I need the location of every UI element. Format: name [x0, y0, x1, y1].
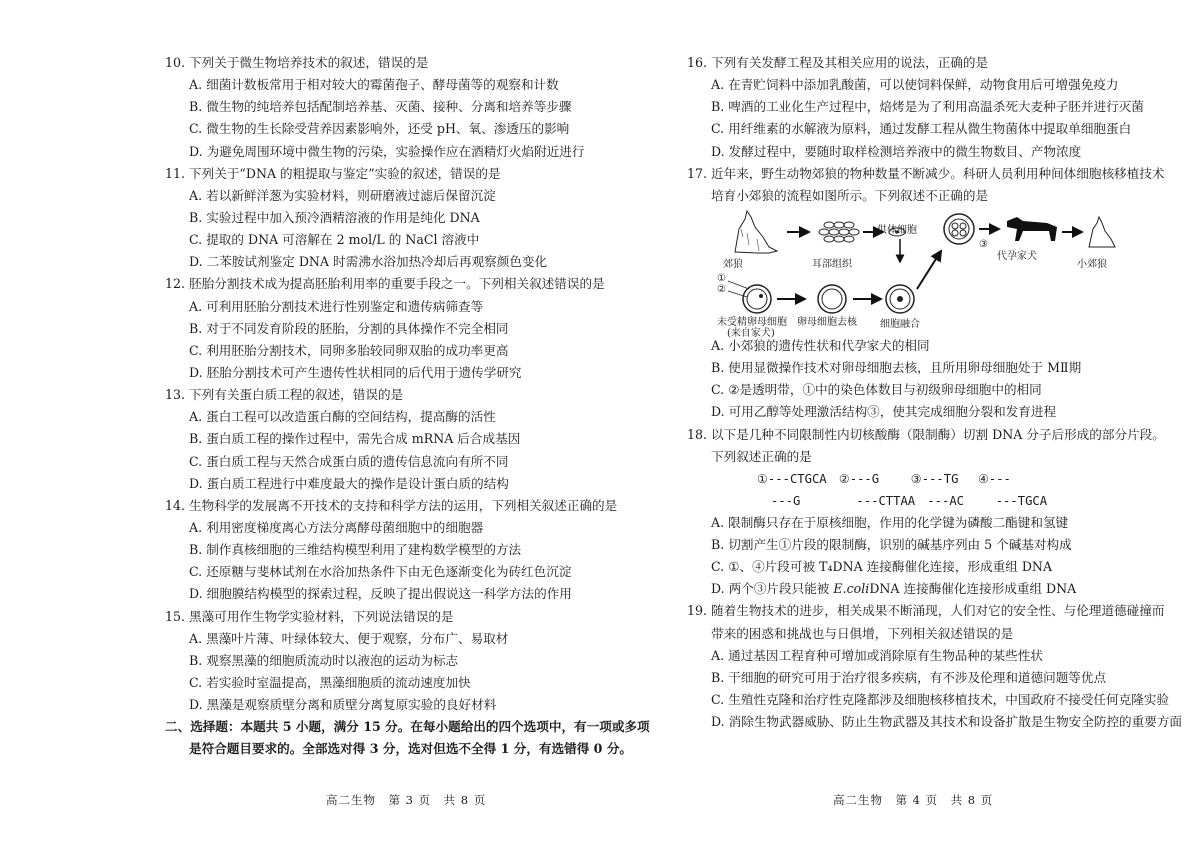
option-d-suffix: DNA 连接酶催化连接形成重组 DNA	[869, 581, 1077, 597]
question-19-option-a: A. 通过基因工程育种可增加或消除原有生物品种的某些性状	[711, 647, 1043, 663]
question-19-stem: 19. 随着生物技术的进步，相关成果不断涌现，人们对它的安全性、与伦理道德碰撞而	[687, 603, 1165, 619]
label-marker-1: ①	[717, 272, 726, 284]
label-donor-cell: 供体细胞	[877, 224, 917, 236]
question-10-option-b: B. 微生物的纯培养包括配制培养基、灭菌、接种、分离和培养等步骤	[189, 99, 572, 115]
question-15-option-c: C. 若实验时室温提高，黑藻细胞质的流动速度加快	[189, 674, 471, 690]
question-17-stem-cont: 培育小郊狼的流程如图所示。下列叙述不正确的是	[711, 187, 989, 203]
dna-fragments-bottom: ---G ---CTTAA ---AC ---TGCA	[771, 493, 1048, 508]
dna-fragments-top: ①---CTGCA ②---G ③---TG ④---	[757, 471, 1011, 486]
question-14-stem: 14. 生物科学的发展离不开技术的支持和科学方法的运用，下列相关叙述正确的是	[165, 497, 618, 513]
label-surrogate-dog: 代孕家犬	[997, 250, 1037, 262]
question-11-option-b: B. 实验过程中加入预冷酒精溶液的作用是纯化 DNA	[189, 209, 480, 225]
page-footer-right: 高二生物 第 4 页 共 8 页	[833, 793, 994, 807]
question-11-stem: 11. 下列关于“DNA 的粗提取与鉴定”实验的叙述，错误的是	[165, 165, 501, 181]
coyote-icon	[735, 211, 777, 253]
label-enucleation: 卵母细胞去核	[797, 316, 857, 328]
question-18-option-a: A. 限制酶只存在于原核细胞，作用的化学键为磷酸二酯键和氢键	[711, 514, 1069, 530]
question-14-option-a: A. 利用密度梯度离心方法分离酵母菌细胞中的细胞器	[189, 519, 484, 535]
embryo-icon	[944, 214, 974, 244]
question-19-option-d: D. 消除生物武器威胁、防止生物武器及其技术和设备扩散是生物安全防控的重要方面	[711, 714, 1183, 730]
question-19-option-c: C. 生殖性克隆和治疗性克隆都涉及细胞核移植技术，中国政府不接受任何克隆实验	[711, 691, 1169, 707]
question-13-option-b: B. 蛋白质工程的操作过程中，需先合成 mRNA 后合成基因	[189, 431, 521, 447]
cloning-flow-diagram	[717, 207, 1137, 339]
page-footer-left: 高二生物 第 3 页 共 8 页	[326, 793, 487, 807]
question-16-option-c: C. 用纤维素的水解液为原料，通过发酵工程从微生物菌体中提取单细胞蛋白	[711, 121, 1132, 137]
question-11-option-a: A. 若以新鲜洋葱为实验材料，则研磨液过滤后保留沉淀	[189, 187, 496, 203]
question-16-option-a: A. 在青贮饲料中添加乳酸菌，可以使饲料保鲜，动物食用后可增强免疫力	[711, 77, 1119, 93]
question-13-option-d: D. 蛋白质工程进行中难度最大的操作是设计蛋白质的结构	[189, 475, 509, 491]
fused-cell-icon	[886, 285, 914, 313]
label-coyote: 郊狼	[723, 258, 743, 270]
label-oocyte: 未受精卵母细胞	[717, 316, 787, 328]
question-17-option-a: A. 小郊狼的遗传性状和代孕家犬的相同	[711, 337, 930, 353]
question-18-option-c: C. ①、④片段可被 T₄DNA 连接酶催化连接，形成重组 DNA	[711, 559, 1053, 575]
question-18-stem: 18. 以下是几种不同限制性内切核酸酶（限制酶）切割 DNA 分子后形成的部分片段。	[687, 426, 1165, 442]
small-coyote-icon	[1089, 217, 1115, 247]
label-marker-2: ②	[717, 283, 726, 295]
question-13-option-a: A. 蛋白工程可以改造蛋白酶的空间结构，提高酶的活性	[189, 409, 496, 425]
question-12-option-a: A. 可利用胚胎分割技术进行性别鉴定和遗传病筛查等	[189, 298, 484, 314]
question-16-option-b: B. 啤酒的工业化生产过程中，焙烤是为了利用高温杀死大麦种子胚并进行灭菌	[711, 99, 1144, 115]
ecoli-term: E.coli	[833, 581, 870, 597]
question-17-option-d: D. 可用乙醇等处理激活结构③，使其完成细胞分裂和发育进程	[711, 404, 1057, 420]
surrogate-dog-icon	[1007, 217, 1057, 241]
question-18-option-b: B. 切割产生①片段的限制酶，识别的碱基序列由 5 个碱基对构成	[711, 536, 1072, 552]
question-13-option-c: C. 蛋白质工程与天然合成蛋白质的遗传信息流向有所不同	[189, 453, 509, 469]
question-16-stem: 16. 下列有关发酵工程及其相关应用的说法，正确的是	[687, 55, 989, 70]
enucleated-oocyte-icon	[818, 285, 846, 313]
arrow-8	[917, 251, 941, 289]
label-cell-fusion: 细胞融合	[880, 318, 920, 330]
left-page	[165, 52, 665, 761]
section-2-heading: 二、选择题：本题共 5 小题，满分 15 分。在每小题给出的四个选项中，有一项或多项	[165, 719, 650, 735]
ear-tissue-icon	[819, 222, 859, 242]
question-14-option-c: C. 还原糖与斐林试剂在水浴加热条件下由无色逐渐变化为砖红色沉淀	[189, 564, 572, 580]
section-2-instructions: 是符合题目要求的。全部选对得 3 分，选对但选不全得 1 分，有选错得 0 分。	[189, 741, 633, 757]
question-19-option-b: B. 干细胞的研究可用于治疗很多疾病，有不涉及伦理和道德问题等优点	[711, 669, 1107, 685]
question-12-option-c: C. 利用胚胎分割技术，同卵多胎较同卵双胎的成功率更高	[189, 342, 509, 358]
question-12-stem: 12. 胚胎分割技术成为提高胚胎利用率的重要手段之一。下列相关叙述错误的是	[165, 276, 605, 292]
question-16-option-d: D. 发酵过程中，要随时取样检测培养液中的微生物数目、产物浓度	[711, 143, 1082, 159]
question-10-stem: 10. 下列关于微生物培养技术的叙述，错误的是	[165, 55, 429, 70]
question-14-option-d: D. 细胞膜结构模型的探索过程，反映了提出假说这一科学方法的作用	[189, 586, 572, 602]
question-12-option-d: D. 胚胎分割技术可产生遗传性状相同的后代用于遗传学研究	[189, 364, 522, 380]
question-19-stem-cont: 带来的困惑和挑战也与日俱增，下列相关叙述错误的是	[711, 625, 1014, 641]
question-18-stem-cont: 下列叙述正确的是	[711, 448, 812, 464]
question-15-option-a: A. 黑藻叶片薄、叶绿体较大、便于观察，分布广、易取材	[189, 630, 509, 646]
option-d-prefix: D. 两个③片段只能被	[711, 581, 834, 597]
question-10-option-c: C. 微生物的生长除受营养因素影响外，还受 pH、氧、渗透压的影响	[189, 121, 570, 137]
question-10-option-a: A. 细菌计数板常用于相对较大的霉菌孢子、酵母菌等的观察和计数	[189, 77, 559, 93]
question-11-option-c: C. 提取的 DNA 可溶解在 2 mol/L 的 NaCl 溶液中	[189, 232, 480, 248]
question-11-option-d: D. 二苯胺试剂鉴定 DNA 时需沸水浴加热冷却后再观察颜色变化	[189, 254, 548, 270]
question-12-option-b: B. 对于不同发育阶段的胚胎，分割的具体操作不完全相同	[189, 320, 509, 336]
question-17-option-c: C. ②是透明带，①中的染色体数目与初级卵母细胞中的相同	[711, 382, 1042, 398]
right-page	[687, 52, 1183, 733]
label-oocyte-source: (来自家犬)	[727, 327, 775, 339]
question-10-option-d: D. 为避免周围环境中微生物的污染，实验操作应在酒精灯火焰附近进行	[189, 143, 585, 159]
question-17-option-b: B. 使用显微操作技术对卵母细胞去核，且所用卵母细胞处于 MⅡ期	[711, 360, 1082, 376]
label-marker-3: ③	[979, 238, 988, 250]
question-14-option-b: B. 制作真核细胞的三维结构模型利用了建构数学模型的方法	[189, 542, 522, 558]
label-ear-tissue: 耳部组织	[812, 258, 852, 270]
question-15-option-b: B. 观察黑藻的细胞质流动时以液泡的运动为标志	[189, 652, 459, 668]
label-small-coyote: 小郊狼	[1077, 258, 1107, 270]
question-15-stem: 15. 黑藻可用作生物学实验材料，下列说法错误的是	[165, 608, 454, 624]
question-18-option-d	[687, 578, 1157, 600]
question-17-stem: 17. 近年来，野生动物郊狼的物种数量不断减少。科研人员利用种间体细胞核移植技术	[687, 165, 1165, 181]
question-13-stem: 13. 下列有关蛋白质工程的叙述，错误的是	[165, 387, 404, 403]
oocyte-icon	[743, 285, 771, 313]
question-15-option-d: D. 黑藻是观察质壁分离和质壁分离复原实验的良好材料	[189, 697, 497, 713]
